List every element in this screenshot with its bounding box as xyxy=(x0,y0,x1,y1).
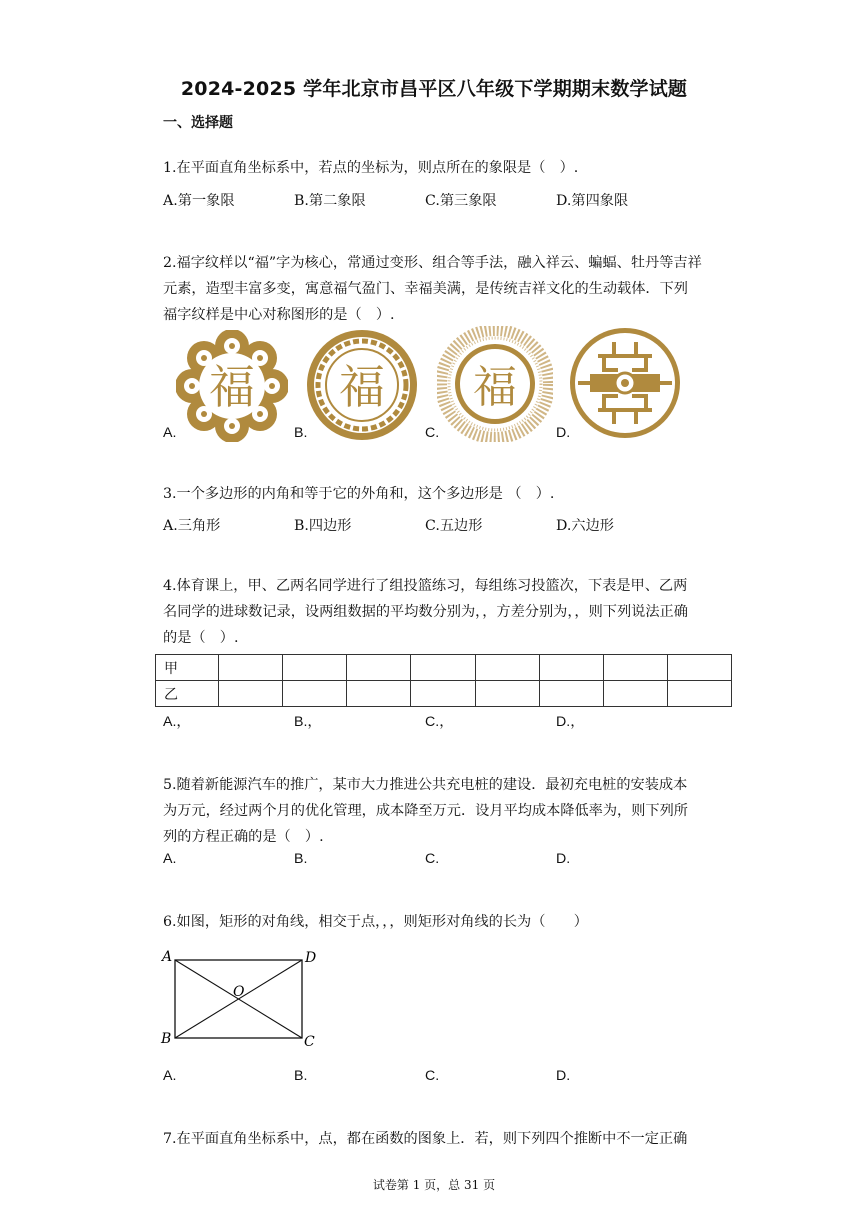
q2-stem-line-1: 2.福字纹样以“福”字为核心，常通过变形、组合等手法，融入祥云、蝙蝠、牡丹等吉祥 xyxy=(163,255,702,271)
q1-option-c[interactable]: C.第三象限 xyxy=(425,193,497,209)
table-cell xyxy=(411,681,475,707)
q2-option-c[interactable]: C. xyxy=(425,425,440,441)
q1-option-b[interactable]: B.第二象限 xyxy=(294,193,366,209)
q5-stem-line-1: 5.随着新能源汽车的推广，某市大力推进公共充电桩的建设．最初充电桩的安装成本 xyxy=(163,777,688,793)
question-7-stem: 7.在平面直角坐标系中，点，都在函数的图象上．若，则下列四个推断中不一定正确 xyxy=(163,1131,688,1147)
table-cell xyxy=(411,655,475,681)
fu-emblem-c-image xyxy=(437,326,553,442)
row-label-yi: 乙 xyxy=(156,681,219,707)
table-cell xyxy=(347,681,411,707)
table-cell xyxy=(475,655,539,681)
question-5-stem xyxy=(163,772,733,850)
table-cell xyxy=(283,655,347,681)
table-cell xyxy=(219,681,283,707)
q4-option-b[interactable]: B.， xyxy=(294,714,322,730)
question-2-stem xyxy=(163,250,733,328)
q4-option-a[interactable]: A.， xyxy=(163,714,191,730)
vertex-b-label: B xyxy=(161,1031,172,1047)
q1-option-d[interactable]: D.第四象限 xyxy=(556,193,629,209)
center-o-label: O xyxy=(233,984,245,1000)
row-label-jia: 甲 xyxy=(156,655,219,681)
table-cell xyxy=(347,655,411,681)
q5-option-a[interactable]: A. xyxy=(163,851,177,867)
table-cell xyxy=(539,681,603,707)
fu-glyph-a: 福 xyxy=(209,360,255,414)
fu-emblem-a-image xyxy=(176,330,288,442)
score-table xyxy=(155,654,732,707)
rectangle-figure xyxy=(158,946,324,1052)
q6-option-c[interactable]: C. xyxy=(425,1068,440,1084)
q4-stem-line-1: 4.体育课上，甲、乙两名同学进行了组投篮练习，每组练习投篮次，下表是甲、乙两 xyxy=(163,578,688,594)
question-3-stem: 3.一个多边形的内角和等于它的外角和，这个多边形是 （ ）. xyxy=(163,486,555,502)
q5-option-d[interactable]: D. xyxy=(556,851,571,867)
fu-glyph-c: 福 xyxy=(473,362,517,413)
q3-option-a[interactable]: A.三角形 xyxy=(163,518,221,534)
page-title: 2024-2025 学年北京市昌平区八年级下学期期末数学试题 xyxy=(180,78,688,100)
q5-stem-line-3: 列的方程正确的是（ ）. xyxy=(163,829,324,845)
table-cell xyxy=(219,655,283,681)
q2-option-a[interactable]: A. xyxy=(163,425,177,441)
q1-option-a[interactable]: A.第一象限 xyxy=(163,193,235,209)
fu-emblem-b-image xyxy=(305,328,419,442)
q2-stem-line-2: 元素，造型丰富多变，寓意福气盈门、幸福美满，是传统吉祥文化的生动载体．下列 xyxy=(163,281,688,297)
fu-glyph-b: 福 xyxy=(339,360,385,414)
q4-option-d[interactable]: D.， xyxy=(556,714,585,730)
table-cell xyxy=(475,681,539,707)
vertex-c-label: C xyxy=(304,1034,315,1050)
table-row xyxy=(156,681,732,707)
q6-option-a[interactable]: A. xyxy=(163,1068,177,1084)
q4-stem-line-3: 的是（ ）. xyxy=(163,630,239,646)
section-heading: 一、选择题 xyxy=(163,115,233,131)
table-cell xyxy=(603,655,667,681)
q2-option-b[interactable]: B. xyxy=(294,425,308,441)
q6-option-d[interactable]: D. xyxy=(556,1068,571,1084)
q3-option-c[interactable]: C.五边形 xyxy=(425,518,483,534)
q5-option-b[interactable]: B. xyxy=(294,851,308,867)
table-cell xyxy=(667,681,731,707)
vertex-d-label: D xyxy=(305,950,317,966)
question-6-stem: 6.如图，矩形的对角线，相交于点，，，则矩形对角线的长为（ ） xyxy=(163,914,588,930)
question-1-stem: 1.在平面直角坐标系中，若点的坐标为，则点所在的象限是（ ）. xyxy=(163,160,579,176)
q2-stem-line-3: 福字纹样是中心对称图形的是（ ）. xyxy=(163,307,395,323)
q6-option-b[interactable]: B. xyxy=(294,1068,308,1084)
table-cell xyxy=(283,681,347,707)
table-row xyxy=(156,655,732,681)
q5-option-c[interactable]: C. xyxy=(425,851,440,867)
q4-option-c[interactable]: C.， xyxy=(425,714,454,730)
page-footer: 试卷第 1 页，总 31 页 xyxy=(372,1178,496,1192)
q5-stem-line-2: 为万元，经过两个月的优化管理，成本降至万元．设月平均成本降低率为，则下列所 xyxy=(163,803,688,819)
q2-option-d[interactable]: D. xyxy=(556,425,571,441)
q3-option-b[interactable]: B.四边形 xyxy=(294,518,352,534)
q4-stem-line-2: 名同学的进球数记录，设两组数据的平均数分别为，，方差分别为，，则下列说法正确 xyxy=(163,604,688,620)
table-cell xyxy=(603,681,667,707)
vertex-a-label: A xyxy=(162,949,173,965)
question-4-stem xyxy=(163,573,733,651)
q3-option-d[interactable]: D.六边形 xyxy=(556,518,614,534)
table-cell xyxy=(667,655,731,681)
fu-emblem-d-image xyxy=(568,326,682,440)
table-cell xyxy=(539,655,603,681)
